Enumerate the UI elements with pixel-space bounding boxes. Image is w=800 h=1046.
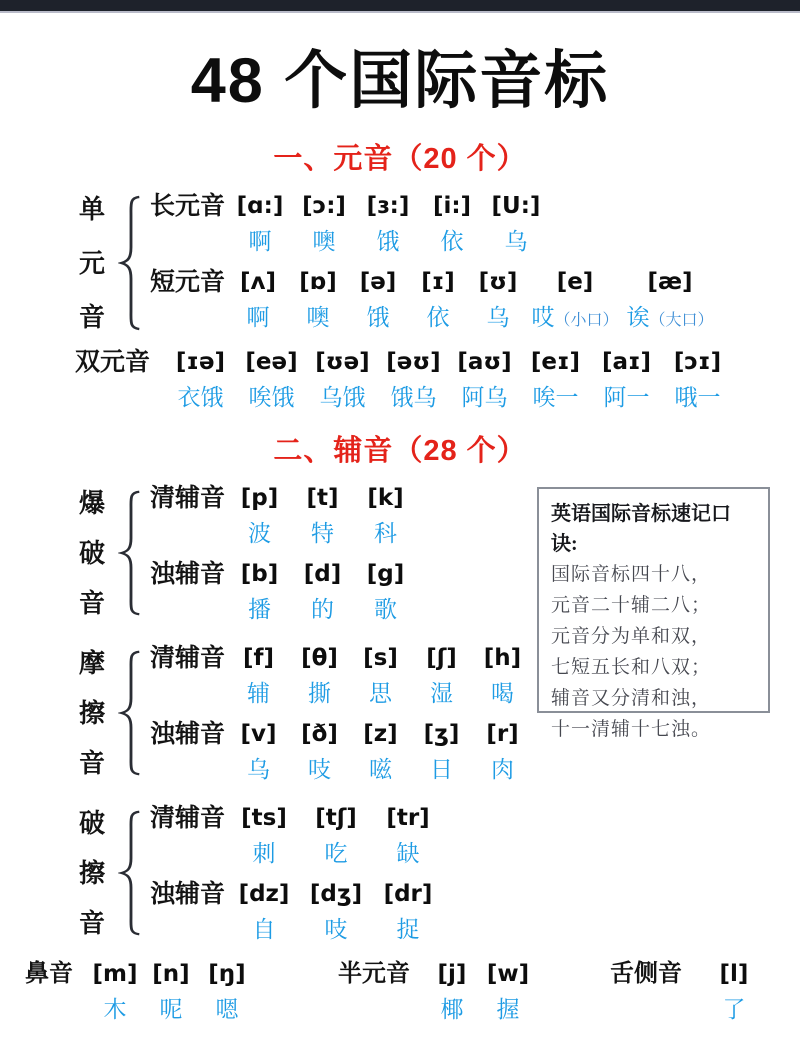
phoneme-symbol: [ŋ] — [208, 961, 246, 987]
phoneme-column — [348, 266, 408, 336]
phoneme-symbol: [ts] — [241, 805, 287, 831]
phoneme-hint: 嗞 — [369, 756, 392, 782]
phoneme-column — [520, 346, 591, 412]
phoneme-column — [372, 878, 444, 944]
phoneme-symbol: [aʊ] — [457, 349, 512, 375]
phoneme-columns — [228, 558, 417, 624]
consonant-group-破擦音 — [70, 802, 444, 944]
mnemonic-line: 元音二十辅二八； — [551, 595, 712, 616]
phoneme-columns — [228, 190, 548, 256]
curly-brace-icon — [118, 194, 144, 332]
phoneme-column — [622, 266, 718, 336]
phoneme-hint: 乌饿 — [319, 384, 366, 410]
phoneme-columns — [706, 958, 762, 1024]
phoneme-columns — [228, 642, 533, 708]
phoneme-hint: 哎（小口） — [531, 304, 619, 330]
phoneme-hint: 乌 — [504, 228, 528, 254]
group-label-char: 单 — [78, 194, 105, 224]
phoneme-columns — [228, 878, 444, 944]
phoneme-symbol: [k] — [367, 485, 404, 511]
phoneme-column — [354, 558, 417, 624]
phoneme-hint: 依 — [426, 304, 450, 330]
phoneme-symbol: [ɒ] — [299, 269, 337, 295]
phoneme-symbol: [ʃ] — [426, 645, 457, 671]
group-label-char: 擦 — [78, 858, 105, 888]
consonant-rows — [150, 802, 444, 944]
phoneme-column — [165, 346, 236, 412]
phoneme-column — [484, 190, 548, 256]
phoneme-columns — [228, 482, 417, 548]
phoneme-symbol: [ɑ:] — [236, 193, 284, 219]
phoneme-symbol: [ə] — [359, 269, 397, 295]
group-label-char: 破 — [78, 538, 105, 568]
phoneme-hint: 刺 — [252, 840, 276, 866]
phoneme-column — [591, 346, 662, 412]
phoneme-hint: 噢 — [312, 228, 336, 254]
phoneme-column — [300, 878, 372, 944]
phoneme-row — [150, 878, 444, 944]
top-bar — [0, 0, 800, 11]
phoneme-column — [350, 718, 411, 784]
group-label-char: 音 — [78, 748, 105, 778]
phoneme-row — [150, 558, 417, 624]
phoneme-hint-note: （大口） — [649, 312, 714, 329]
phoneme-column — [378, 346, 449, 412]
monophthong-rows — [150, 190, 718, 336]
phoneme-symbol: [əʊ] — [386, 349, 441, 375]
phoneme-hint: 撕 — [308, 680, 331, 706]
curly-brace-icon — [118, 489, 144, 617]
phoneme-hint: 捉 — [396, 916, 420, 942]
mnemonic-line: 十一清辅十七浊。 — [551, 719, 712, 740]
phoneme-hint: 播 — [248, 596, 271, 622]
phoneme-hint: 哦一 — [674, 384, 721, 410]
group-label-char: 擦 — [78, 698, 105, 728]
group-label-char: 爆 — [78, 488, 105, 518]
phoneme-symbol: [U:] — [491, 193, 541, 219]
phoneme-symbol: [w] — [486, 961, 530, 987]
phoneme-row — [150, 482, 417, 548]
page-title: 48 个国际音标 — [190, 46, 610, 116]
phoneme-symbol: [tʃ] — [315, 805, 357, 831]
phoneme-hint: 唉饿 — [248, 384, 295, 410]
group-label-char: 音 — [78, 588, 105, 618]
phoneme-column — [228, 190, 292, 256]
phoneme-hint: 的 — [311, 596, 334, 622]
phoneme-symbol: [v] — [240, 721, 277, 747]
phoneme-symbol: [b] — [240, 561, 279, 587]
phoneme-hint: 啊 — [246, 304, 270, 330]
phoneme-symbol: [ɪə] — [175, 349, 226, 375]
row-label: 清辅音 — [150, 804, 226, 832]
group-label — [70, 810, 114, 936]
mnemonic-line: 元音分为单和双， — [551, 626, 712, 647]
phoneme-columns — [228, 266, 718, 336]
phoneme-columns — [87, 958, 255, 1024]
phoneme-row — [150, 642, 533, 708]
phoneme-symbol: [g] — [366, 561, 405, 587]
mnemonic-line: 国际音标四十八， — [551, 564, 712, 585]
phoneme-hint: 思 — [369, 680, 392, 706]
phoneme-row — [150, 718, 533, 784]
phoneme-hint: 辅 — [247, 680, 270, 706]
phoneme-hint: 衣饿 — [177, 384, 224, 410]
bottom-group-半元音 — [338, 958, 536, 1024]
phoneme-symbol: [tr] — [386, 805, 430, 831]
phoneme-column — [662, 346, 733, 412]
phoneme-hint: 嗯 — [215, 996, 239, 1022]
phoneme-symbol: [s] — [363, 645, 398, 671]
phoneme-column — [706, 958, 762, 1024]
phoneme-hint: 诶（大口） — [626, 304, 714, 330]
phoneme-symbol: [eɪ] — [530, 349, 581, 375]
group-label-char: 元 — [78, 248, 105, 278]
bottom-group-舌侧音 — [610, 958, 762, 1024]
phoneme-column — [291, 558, 354, 624]
phoneme-column — [228, 642, 289, 708]
group-monophthong — [70, 190, 718, 336]
row-label: 清辅音 — [150, 644, 226, 672]
row-label: 浊辅音 — [150, 880, 226, 908]
phoneme-symbol: [j] — [437, 961, 467, 987]
phoneme-column — [143, 958, 199, 1024]
phoneme-symbol: [l] — [719, 961, 749, 987]
phoneme-hint: 肉 — [491, 756, 514, 782]
phoneme-hint-note: （小口） — [554, 312, 619, 329]
phoneme-symbol: [p] — [240, 485, 279, 511]
phoneme-hint: 乌 — [486, 304, 510, 330]
phoneme-column — [480, 958, 536, 1024]
phoneme-column — [236, 346, 307, 412]
phoneme-hint: 椰 — [440, 996, 464, 1022]
phoneme-symbol: [eə] — [245, 349, 298, 375]
phoneme-column — [300, 802, 372, 868]
consonant-rows — [150, 642, 533, 784]
mnemonic-box — [537, 487, 770, 740]
phoneme-column — [420, 190, 484, 256]
consonant-group-爆破音 — [70, 482, 417, 624]
phoneme-columns — [165, 346, 733, 412]
bottom-group-鼻音 — [25, 958, 255, 1024]
phoneme-column — [354, 482, 417, 548]
phoneme-hint: 了 — [722, 996, 746, 1022]
row-label: 舌侧音 — [610, 960, 682, 987]
phoneme-hint: 喝 — [491, 680, 514, 706]
phoneme-column — [472, 718, 533, 784]
phoneme-symbol: [m] — [92, 961, 138, 987]
phoneme-column — [228, 266, 288, 336]
phoneme-symbol: [ɜ:] — [366, 193, 410, 219]
phoneme-column — [292, 190, 356, 256]
phoneme-column — [307, 346, 378, 412]
phoneme-symbol: [ʊ] — [478, 269, 518, 295]
phoneme-columns — [424, 958, 536, 1024]
phoneme-hint: 木 — [103, 996, 127, 1022]
phoneme-column — [228, 558, 291, 624]
phoneme-column — [468, 266, 528, 336]
phoneme-columns — [228, 802, 444, 868]
phoneme-hint: 啊 — [248, 228, 272, 254]
phoneme-hint: 噢 — [306, 304, 330, 330]
phoneme-row — [150, 190, 718, 256]
phoneme-symbol: [z] — [363, 721, 398, 747]
phoneme-column — [411, 642, 472, 708]
phoneme-hint: 科 — [374, 520, 397, 546]
consonant-rows — [150, 482, 417, 624]
phoneme-hint: 阿一 — [603, 384, 650, 410]
phoneme-column — [199, 958, 255, 1024]
phoneme-column — [408, 266, 468, 336]
row-label: 浊辅音 — [150, 720, 226, 748]
phoneme-symbol: [f] — [242, 645, 275, 671]
phoneme-symbol: [θ] — [301, 645, 338, 671]
phoneme-hint: 波 — [248, 520, 271, 546]
phoneme-column — [289, 642, 350, 708]
phoneme-column — [87, 958, 143, 1024]
phoneme-symbol: [i:] — [432, 193, 472, 219]
phoneme-hint: 唉一 — [532, 384, 579, 410]
phoneme-hint: 依 — [440, 228, 464, 254]
row-label: 浊辅音 — [150, 560, 226, 588]
phoneme-symbol: [æ] — [647, 269, 693, 295]
phoneme-hint: 湿 — [430, 680, 453, 706]
phoneme-symbol: [dʒ] — [309, 881, 363, 907]
phoneme-hint: 吱 — [324, 916, 348, 942]
top-bar-divider — [0, 11, 800, 13]
phoneme-symbol: [dz] — [238, 881, 290, 907]
phoneme-column — [228, 718, 289, 784]
phoneme-row — [150, 266, 718, 336]
phoneme-column — [472, 642, 533, 708]
phoneme-hint: 乌 — [247, 756, 270, 782]
phoneme-row — [75, 346, 733, 412]
group-label-char: 音 — [78, 908, 105, 938]
section-heading-consonants: 二、辅音（28 个） — [273, 435, 527, 467]
group-label-char: 破 — [78, 808, 105, 838]
phoneme-symbol: [d] — [303, 561, 342, 587]
group-label-char: 摩 — [78, 648, 105, 678]
phoneme-symbol: [ʊə] — [315, 349, 370, 375]
group-label-monophthong — [70, 196, 114, 330]
phoneme-symbol: [n] — [152, 961, 190, 987]
phoneme-column — [228, 482, 291, 548]
phoneme-column — [449, 346, 520, 412]
group-label-char: 音 — [78, 302, 105, 332]
curly-brace-icon — [118, 809, 144, 937]
phoneme-hint: 特 — [311, 520, 334, 546]
phoneme-symbol: [h] — [483, 645, 522, 671]
phoneme-columns — [228, 718, 533, 784]
phoneme-symbol: [dr] — [383, 881, 433, 907]
phoneme-symbol: [ʌ] — [239, 269, 277, 295]
phoneme-column — [350, 642, 411, 708]
phoneme-row — [150, 802, 444, 868]
phoneme-column — [291, 482, 354, 548]
mnemonic-line: 辅音又分清和浊， — [551, 688, 712, 709]
phoneme-hint: 吃 — [324, 840, 348, 866]
group-label — [70, 650, 114, 776]
row-label: 清辅音 — [150, 484, 226, 512]
phoneme-column — [424, 958, 480, 1024]
mnemonic-title: 英语国际音标速记口诀: — [551, 503, 731, 555]
mnemonic-lines — [551, 559, 756, 745]
section-heading-vowels: 一、元音（20 个） — [273, 143, 527, 175]
consonant-group-摩擦音 — [70, 642, 533, 784]
row-label: 长元音 — [150, 192, 226, 220]
phoneme-hint: 呢 — [159, 996, 183, 1022]
phoneme-column — [372, 802, 444, 868]
mnemonic-line: 七短五长和八双； — [551, 657, 712, 678]
phoneme-symbol: [ɔ:] — [302, 193, 346, 219]
phoneme-symbol: [ɔɪ] — [673, 349, 722, 375]
phoneme-hint: 歌 — [374, 596, 397, 622]
phoneme-hint: 吱 — [308, 756, 331, 782]
phoneme-hint: 缺 — [396, 840, 420, 866]
group-label — [70, 490, 114, 616]
phoneme-symbol: [ʒ] — [423, 721, 460, 747]
phoneme-column — [411, 718, 472, 784]
row-label: 半元音 — [338, 960, 410, 987]
phoneme-hint: 阿乌 — [461, 384, 508, 410]
phoneme-symbol: [aɪ] — [601, 349, 652, 375]
phoneme-column — [288, 266, 348, 336]
phoneme-hint: 饿 — [376, 228, 400, 254]
phoneme-symbol: [ɪ] — [421, 269, 455, 295]
phoneme-column — [356, 190, 420, 256]
phoneme-column — [228, 802, 300, 868]
phoneme-hint: 饿乌 — [390, 384, 437, 410]
phoneme-column — [228, 878, 300, 944]
phoneme-hint: 日 — [430, 756, 453, 782]
phoneme-symbol: [ð] — [301, 721, 338, 747]
row-label: 短元音 — [150, 268, 226, 296]
group-diphthong — [75, 346, 733, 412]
phoneme-symbol: [r] — [486, 721, 519, 747]
phoneme-hint: 饿 — [366, 304, 390, 330]
phoneme-column — [528, 266, 622, 336]
row-label: 双元音 — [75, 348, 151, 376]
phoneme-hint: 自 — [252, 916, 276, 942]
phoneme-symbol: [e] — [556, 269, 594, 295]
phoneme-symbol: [t] — [306, 485, 339, 511]
curly-brace-icon — [118, 649, 144, 777]
row-label: 鼻音 — [25, 960, 73, 987]
phoneme-column — [289, 718, 350, 784]
phoneme-hint: 握 — [496, 996, 520, 1022]
